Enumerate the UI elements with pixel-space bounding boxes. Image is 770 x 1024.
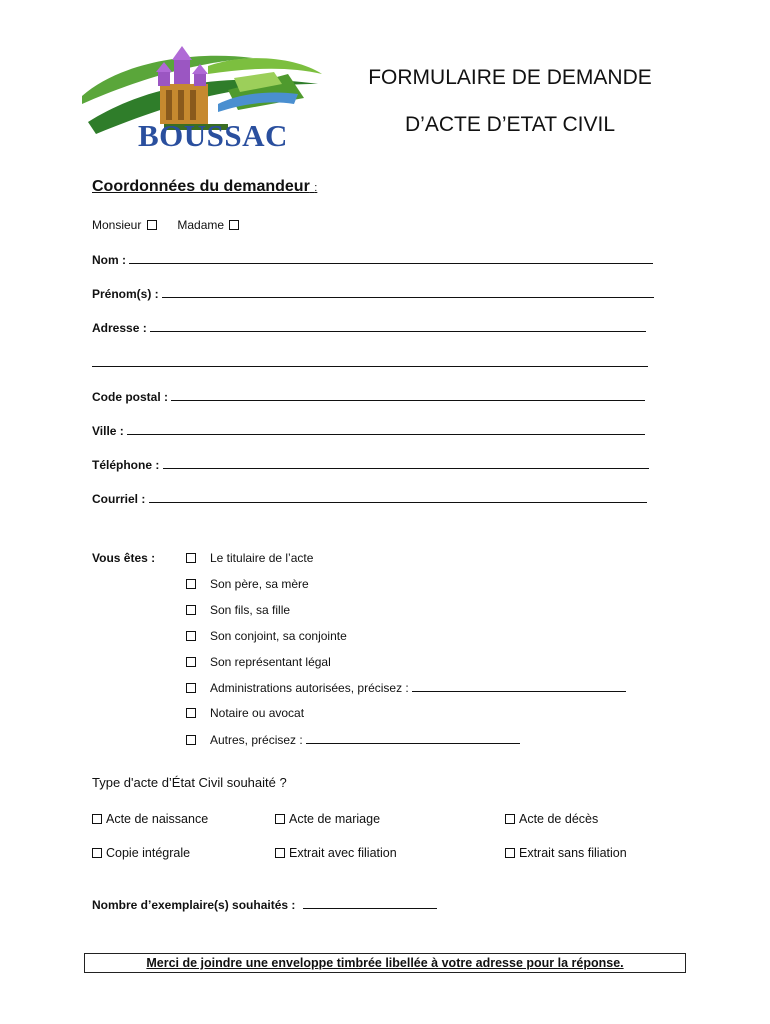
form-title-line-1: FORMULAIRE DE DEMANDE — [368, 66, 652, 89]
requester-other-input[interactable] — [306, 732, 520, 744]
requester-option-checkbox[interactable] — [186, 735, 196, 745]
requester-option-label: Son conjoint, sa conjointe — [210, 629, 347, 643]
field-telephone-label: Téléphone : — [92, 458, 160, 472]
field-telephone — [92, 457, 649, 472]
field-adresse-input-2[interactable] — [92, 355, 648, 367]
requester-option-checkbox[interactable] — [186, 657, 196, 667]
envelope-notice-text: Merci de joindre une enveloppe timbrée libellée à votre adresse pour la réponse. — [146, 956, 624, 970]
copy-type-checkbox[interactable] — [275, 848, 285, 858]
civility-mr-checkbox[interactable] — [147, 220, 157, 230]
copy-type-label: Copie intégrale — [106, 846, 191, 860]
requester-label: Vous êtes : — [92, 551, 156, 565]
field-prenom-input[interactable] — [162, 286, 654, 298]
copies-input[interactable] — [303, 897, 437, 909]
requester-option-label: Son représentant légal — [210, 655, 331, 669]
requester-option — [186, 577, 309, 591]
requester-option — [186, 551, 313, 565]
requester-option-checkbox[interactable] — [186, 553, 196, 563]
act-type-label: Acte de naissance — [106, 812, 209, 826]
act-type-question: Type d'acte d’État Civil souhaité ? — [92, 775, 287, 790]
requester-option — [186, 680, 626, 695]
requester-option-checkbox[interactable] — [186, 579, 196, 589]
civility-mrs-label: Madame — [177, 218, 225, 232]
section-heading-colon: : — [314, 182, 318, 194]
field-courriel — [92, 491, 647, 506]
copies-label: Nombre d’exemplaire(s) souhaités : — [92, 898, 296, 912]
act-type-checkbox[interactable] — [275, 814, 285, 824]
requester-option-label: Administrations autorisées, précisez : — [210, 681, 409, 695]
requester-option-checkbox[interactable] — [186, 708, 196, 718]
field-nom — [92, 252, 653, 267]
town-name: BOUSSAC — [138, 118, 288, 153]
act-type-checkbox[interactable] — [505, 814, 515, 824]
field-adresse — [92, 320, 646, 335]
requester-option — [186, 732, 520, 747]
civility-mr-label: Monsieur — [92, 218, 142, 232]
field-prenom-label: Prénom(s) : — [92, 287, 159, 301]
requester-option — [186, 603, 290, 617]
act-type-option — [505, 812, 598, 826]
field-code-postal-input[interactable] — [171, 389, 645, 401]
field-courriel-input[interactable] — [149, 491, 647, 503]
copy-type-label: Extrait avec filiation — [289, 846, 397, 860]
requester-option-label: Autres, précisez : — [210, 733, 303, 747]
copies-row — [92, 897, 437, 912]
act-type-option — [275, 812, 380, 826]
requester-option-label: Le titulaire de l’acte — [210, 551, 314, 565]
field-adresse-label: Adresse : — [92, 321, 147, 335]
field-code-postal — [92, 389, 645, 404]
section-heading — [92, 178, 317, 196]
copy-type-checkbox[interactable] — [505, 848, 515, 858]
envelope-notice-box — [84, 953, 686, 973]
requester-option — [186, 706, 304, 720]
copy-type-option — [92, 846, 190, 860]
requester-option-label: Son père, sa mère — [210, 577, 309, 591]
field-ville-label: Ville : — [92, 424, 124, 438]
requester-option-checkbox[interactable] — [186, 631, 196, 641]
requester-option-label: Notaire ou avocat — [210, 706, 305, 720]
requester-admin-input[interactable] — [412, 680, 626, 692]
form-title-line-2: D’ACTE D’ETAT CIVIL — [404, 113, 616, 136]
field-nom-input[interactable] — [129, 252, 653, 264]
field-nom-label: Nom : — [92, 253, 126, 267]
field-adresse-line-2 — [92, 355, 648, 370]
civility-mrs-checkbox[interactable] — [229, 220, 239, 230]
requester-option-checkbox[interactable] — [186, 683, 196, 693]
act-type-label: Acte de mariage — [289, 812, 381, 826]
copy-type-option — [505, 846, 627, 860]
field-prenom — [92, 286, 654, 301]
field-adresse-input[interactable] — [150, 320, 646, 332]
act-type-label: Acte de décès — [519, 812, 599, 826]
requester-option — [186, 629, 347, 643]
civility-row — [92, 218, 241, 232]
section-heading-label: Coordonnées du demandeur — [92, 178, 310, 195]
field-ville — [92, 423, 645, 438]
requester-option-label: Son fils, sa fille — [210, 603, 291, 617]
field-ville-input[interactable] — [127, 423, 645, 435]
act-type-checkbox[interactable] — [92, 814, 102, 824]
act-type-option — [92, 812, 208, 826]
requester-option — [186, 655, 331, 669]
copy-type-label: Extrait sans filiation — [519, 846, 627, 860]
copy-type-checkbox[interactable] — [92, 848, 102, 858]
requester-option-checkbox[interactable] — [186, 605, 196, 615]
field-code-postal-label: Code postal : — [92, 390, 169, 404]
copy-type-option — [275, 846, 397, 860]
field-telephone-input[interactable] — [163, 457, 649, 469]
field-courriel-label: Courriel : — [92, 492, 146, 506]
